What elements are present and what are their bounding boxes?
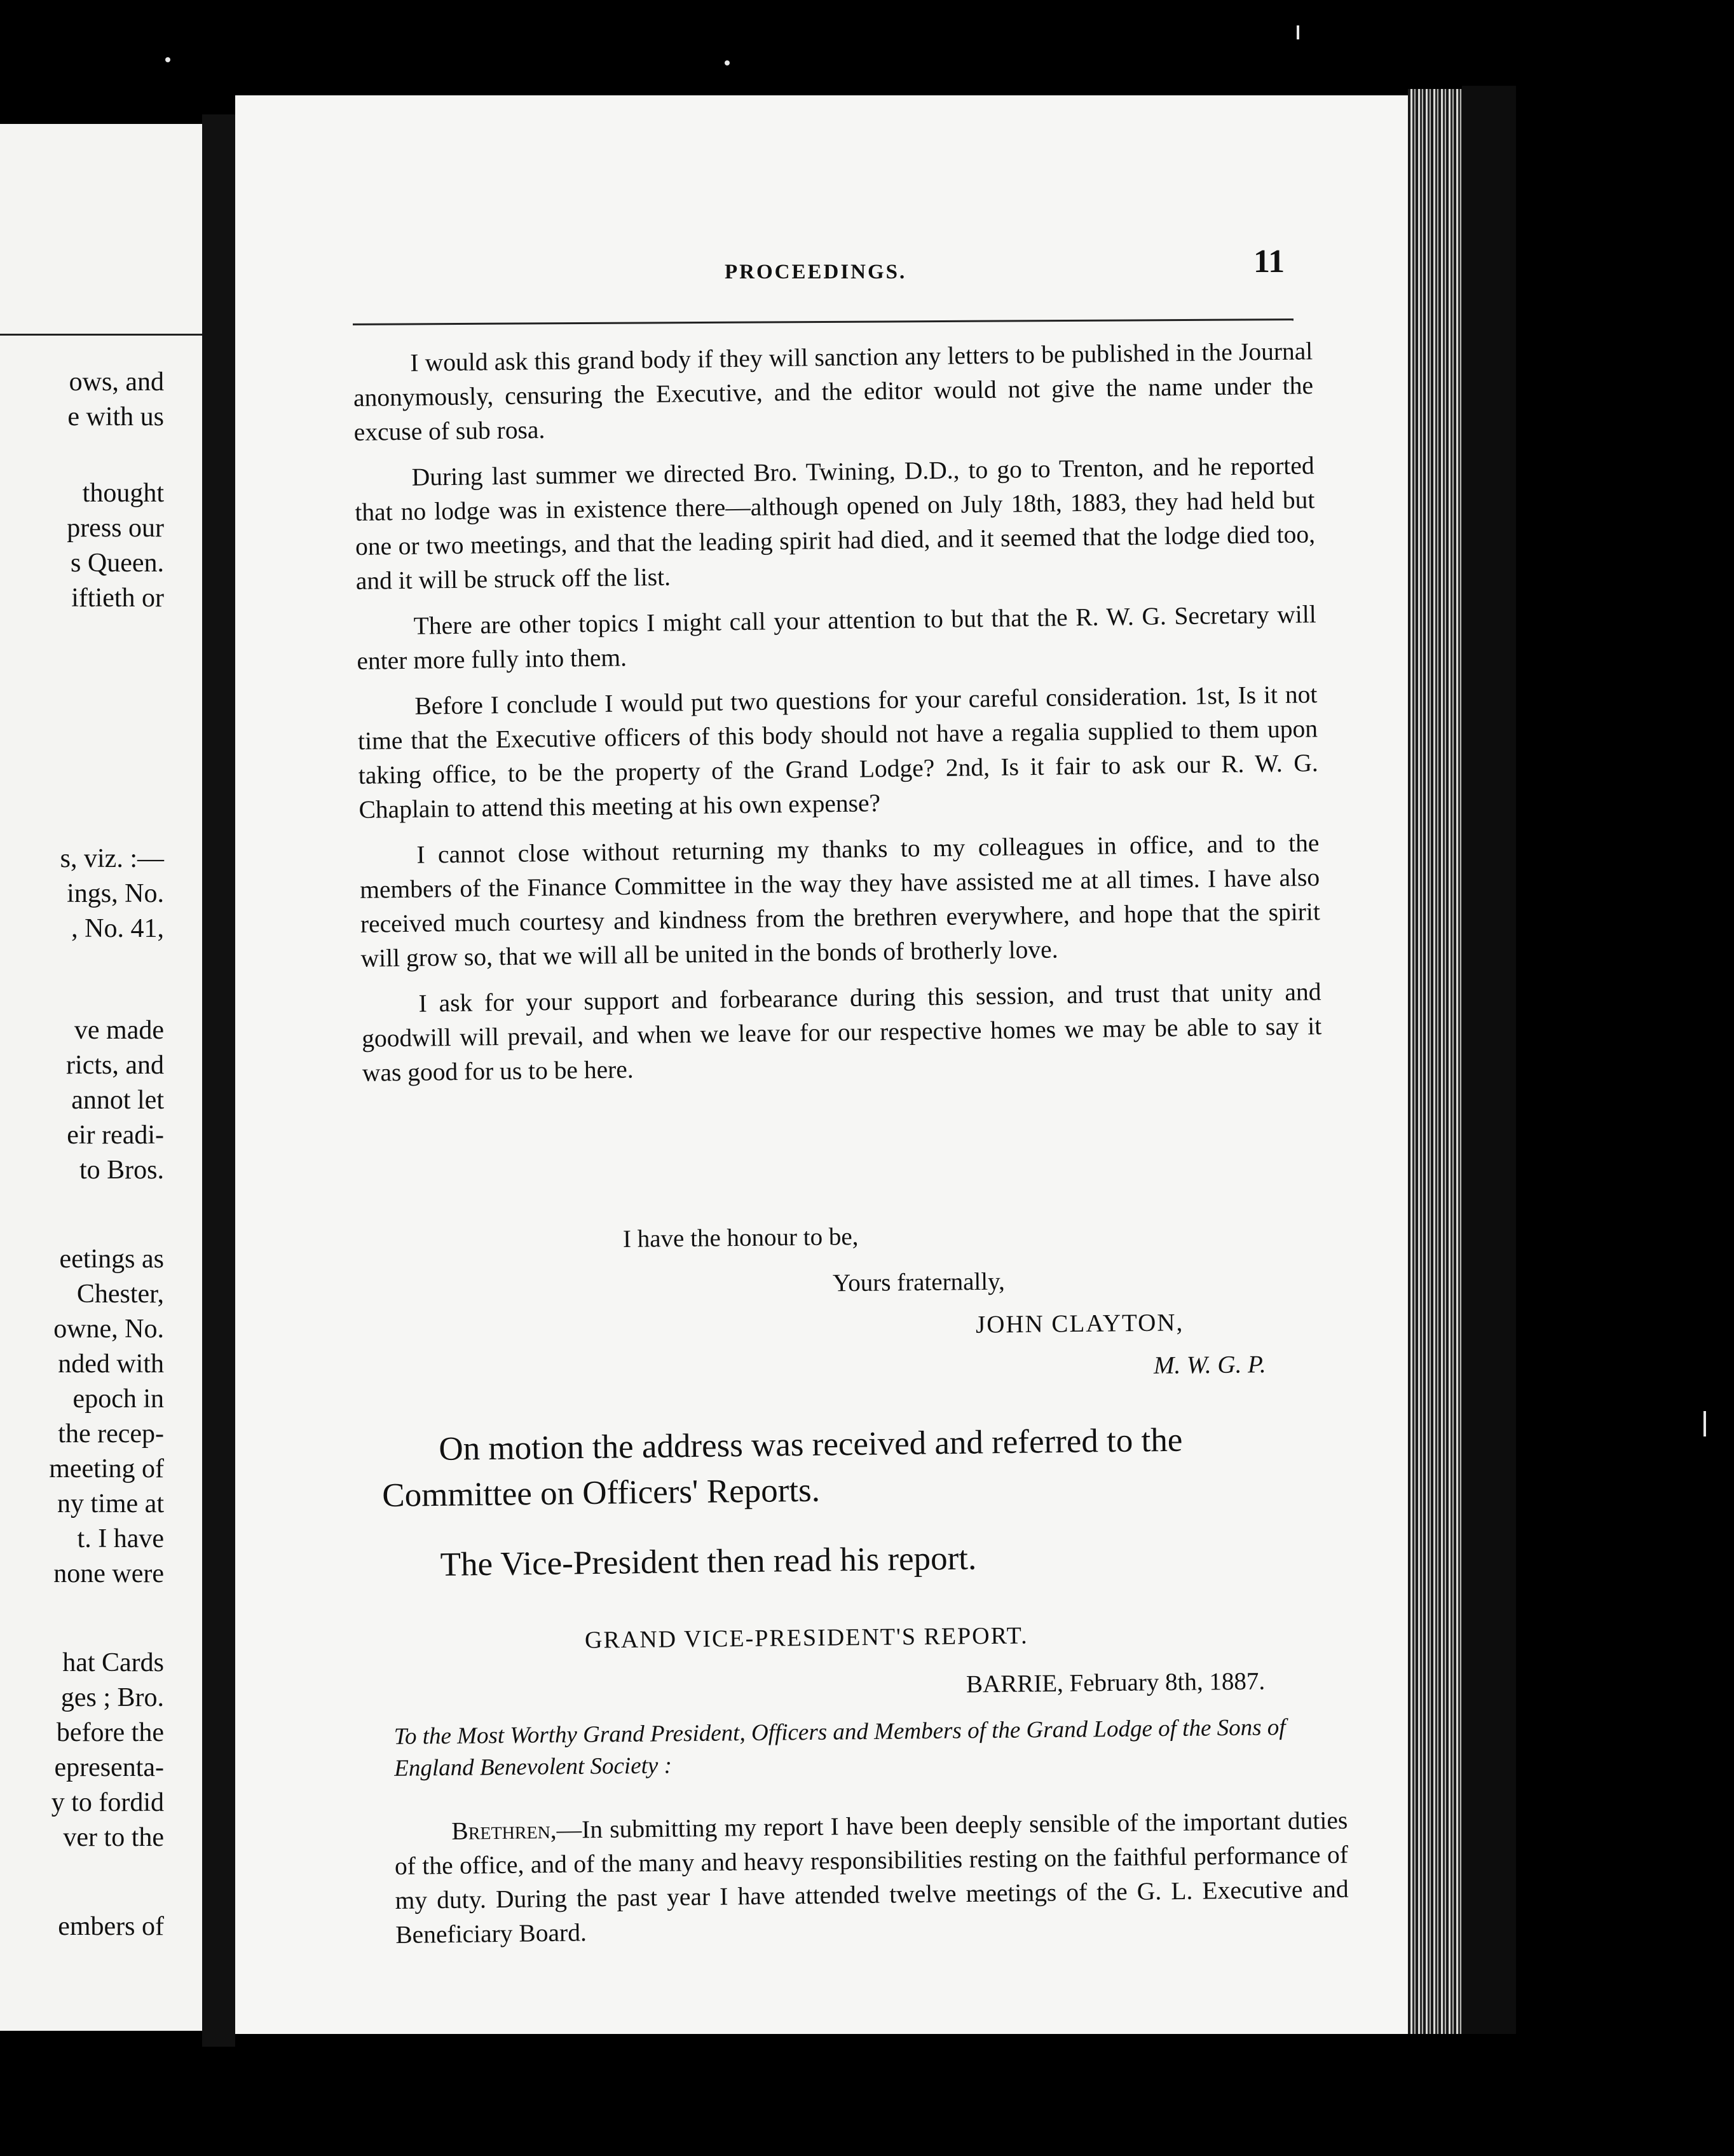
motion-text (381, 1416, 1337, 1613)
facing-page-line: ricts, and (66, 1051, 164, 1080)
facing-page-line: iftieth or (71, 583, 164, 613)
facing-page-line: none were (53, 1559, 164, 1588)
report-body (394, 1803, 1349, 1952)
speck (165, 57, 170, 62)
facing-page-line: press our (67, 514, 164, 543)
book-gutter (202, 114, 235, 2047)
facing-page-line: owne, No. (53, 1314, 164, 1344)
facing-page-line: s, viz. :— (60, 844, 164, 873)
report-lead: Brethren, (451, 1815, 557, 1845)
facing-page-line: , No. 41, (71, 914, 164, 943)
facing-page-line: ver to the (63, 1823, 164, 1852)
report-title: GRAND VICE-PRESIDENT'S REPORT. (584, 1622, 1028, 1654)
valediction: Yours fraternally, (832, 1267, 1006, 1297)
report-date: BARRIE, February 8th, 1887. (966, 1667, 1266, 1698)
book-cover-edge (1462, 86, 1516, 2034)
paragraph: There are other topics I might call your attention to but that the R. W. G. Secretary will enter more fully into them. (357, 600, 1316, 675)
paragraph: During last summer we directed Bro. Twining, D.D., to go to Trenton, and he reported that no lodge was in existence there—although opened on July 18th, 1883, they had held but one or two meetings, and that the leading spirit had died, and it seemed that the lodge died too, and it will be struck off the list. (355, 451, 1316, 595)
paragraph: Before I conclude I would put two questions for your careful consideration. 1st, Is it not time that the Executive officers of this body should not have a regalia supplied to them upon taking office, to be the property of the Grand Lodge? 2nd, Is it fair to ask our R. W. G. Chaplain to attend this meeting at his own expense? (357, 680, 1318, 824)
facing-page-line: embers of (58, 1912, 164, 1941)
running-head: PROCEEDINGS. (725, 261, 907, 283)
facing-page-line: nded with (58, 1349, 164, 1379)
facing-page-line: epresenta- (54, 1753, 164, 1782)
facing-page-line: epoch in (72, 1384, 164, 1414)
facing-page (0, 124, 202, 2031)
page-number: 11 (1253, 243, 1285, 280)
facing-page-line: thought (82, 479, 164, 508)
address-text (353, 334, 1322, 1102)
facing-page-line: meeting of (49, 1454, 164, 1484)
signature-title: M. W. G. P. (1153, 1351, 1266, 1379)
closing-line: I have the honour to be, (622, 1223, 859, 1253)
paragraph: I ask for your support and forbearance during this session, and trust that unity and goodwill will prevail, and when we leave for our respective homes we may be able to say it was good for us to be here. (361, 978, 1322, 1087)
facing-page-line: eetings as (59, 1245, 164, 1274)
facing-page-line: the recep- (58, 1419, 164, 1449)
speck (1703, 1411, 1706, 1436)
facing-page-line: ny time at (57, 1489, 164, 1518)
motion-line: The Vice-President then read his report. (440, 1539, 977, 1583)
facing-page-line: y to fordid (51, 1788, 164, 1817)
report-text: —In submitting my report I have been deeply sensible of the important duties of the office, and of the many and heavy responsibilities resting on the faithful performance of my duty. During the past year I have attended twelve meetings of the G. L. Executive and Beneficiary Board. (394, 1806, 1349, 1949)
facing-page-rule (0, 334, 202, 336)
facing-page-line: ges ; Bro. (60, 1683, 164, 1712)
facing-page-line: hat Cards (62, 1648, 164, 1677)
facing-page-line: eir readi- (67, 1121, 164, 1150)
signature: JOHN CLAYTON, (975, 1309, 1184, 1339)
facing-page-line: before the (56, 1718, 164, 1747)
report-salutation: To the Most Worthy Grand President, Officers and Members of the Grand Lodge of the Sons of England Benevolent Society : (393, 1714, 1286, 1782)
facing-page-line: e with us (67, 402, 164, 432)
facing-page-line: t. I have (77, 1524, 164, 1553)
speck (1297, 25, 1299, 39)
facing-page-line: s Queen. (71, 549, 164, 578)
facing-page-line: ve made (74, 1016, 164, 1045)
facing-page-line: annot let (71, 1086, 164, 1115)
facing-page-line: Chester, (76, 1279, 164, 1309)
facing-page-line: to Bros. (79, 1156, 164, 1185)
paragraph: I cannot close without returning my thanks to my colleagues in office, and to the members of the Finance Committee in the way they have assisted me at all times. I have also received much courtesy and kindness from the brethren everywhere, and hope that the spirit will grow so, that we will all be united in the bonds of brotherly love. (359, 829, 1321, 972)
facing-page-line: ings, No. (67, 879, 164, 908)
paragraph: I would ask this grand body if they will sanction any letters to be published in the Journal anonymously, censuring the Executive, and the editor would not give the name under the excuse of sub rosa. (353, 337, 1314, 446)
motion-line: On motion the address was received and referred to the Committee on Officers' Reports. (381, 1421, 1183, 1514)
speck (725, 60, 730, 65)
facing-page-line: ows, and (69, 367, 164, 397)
